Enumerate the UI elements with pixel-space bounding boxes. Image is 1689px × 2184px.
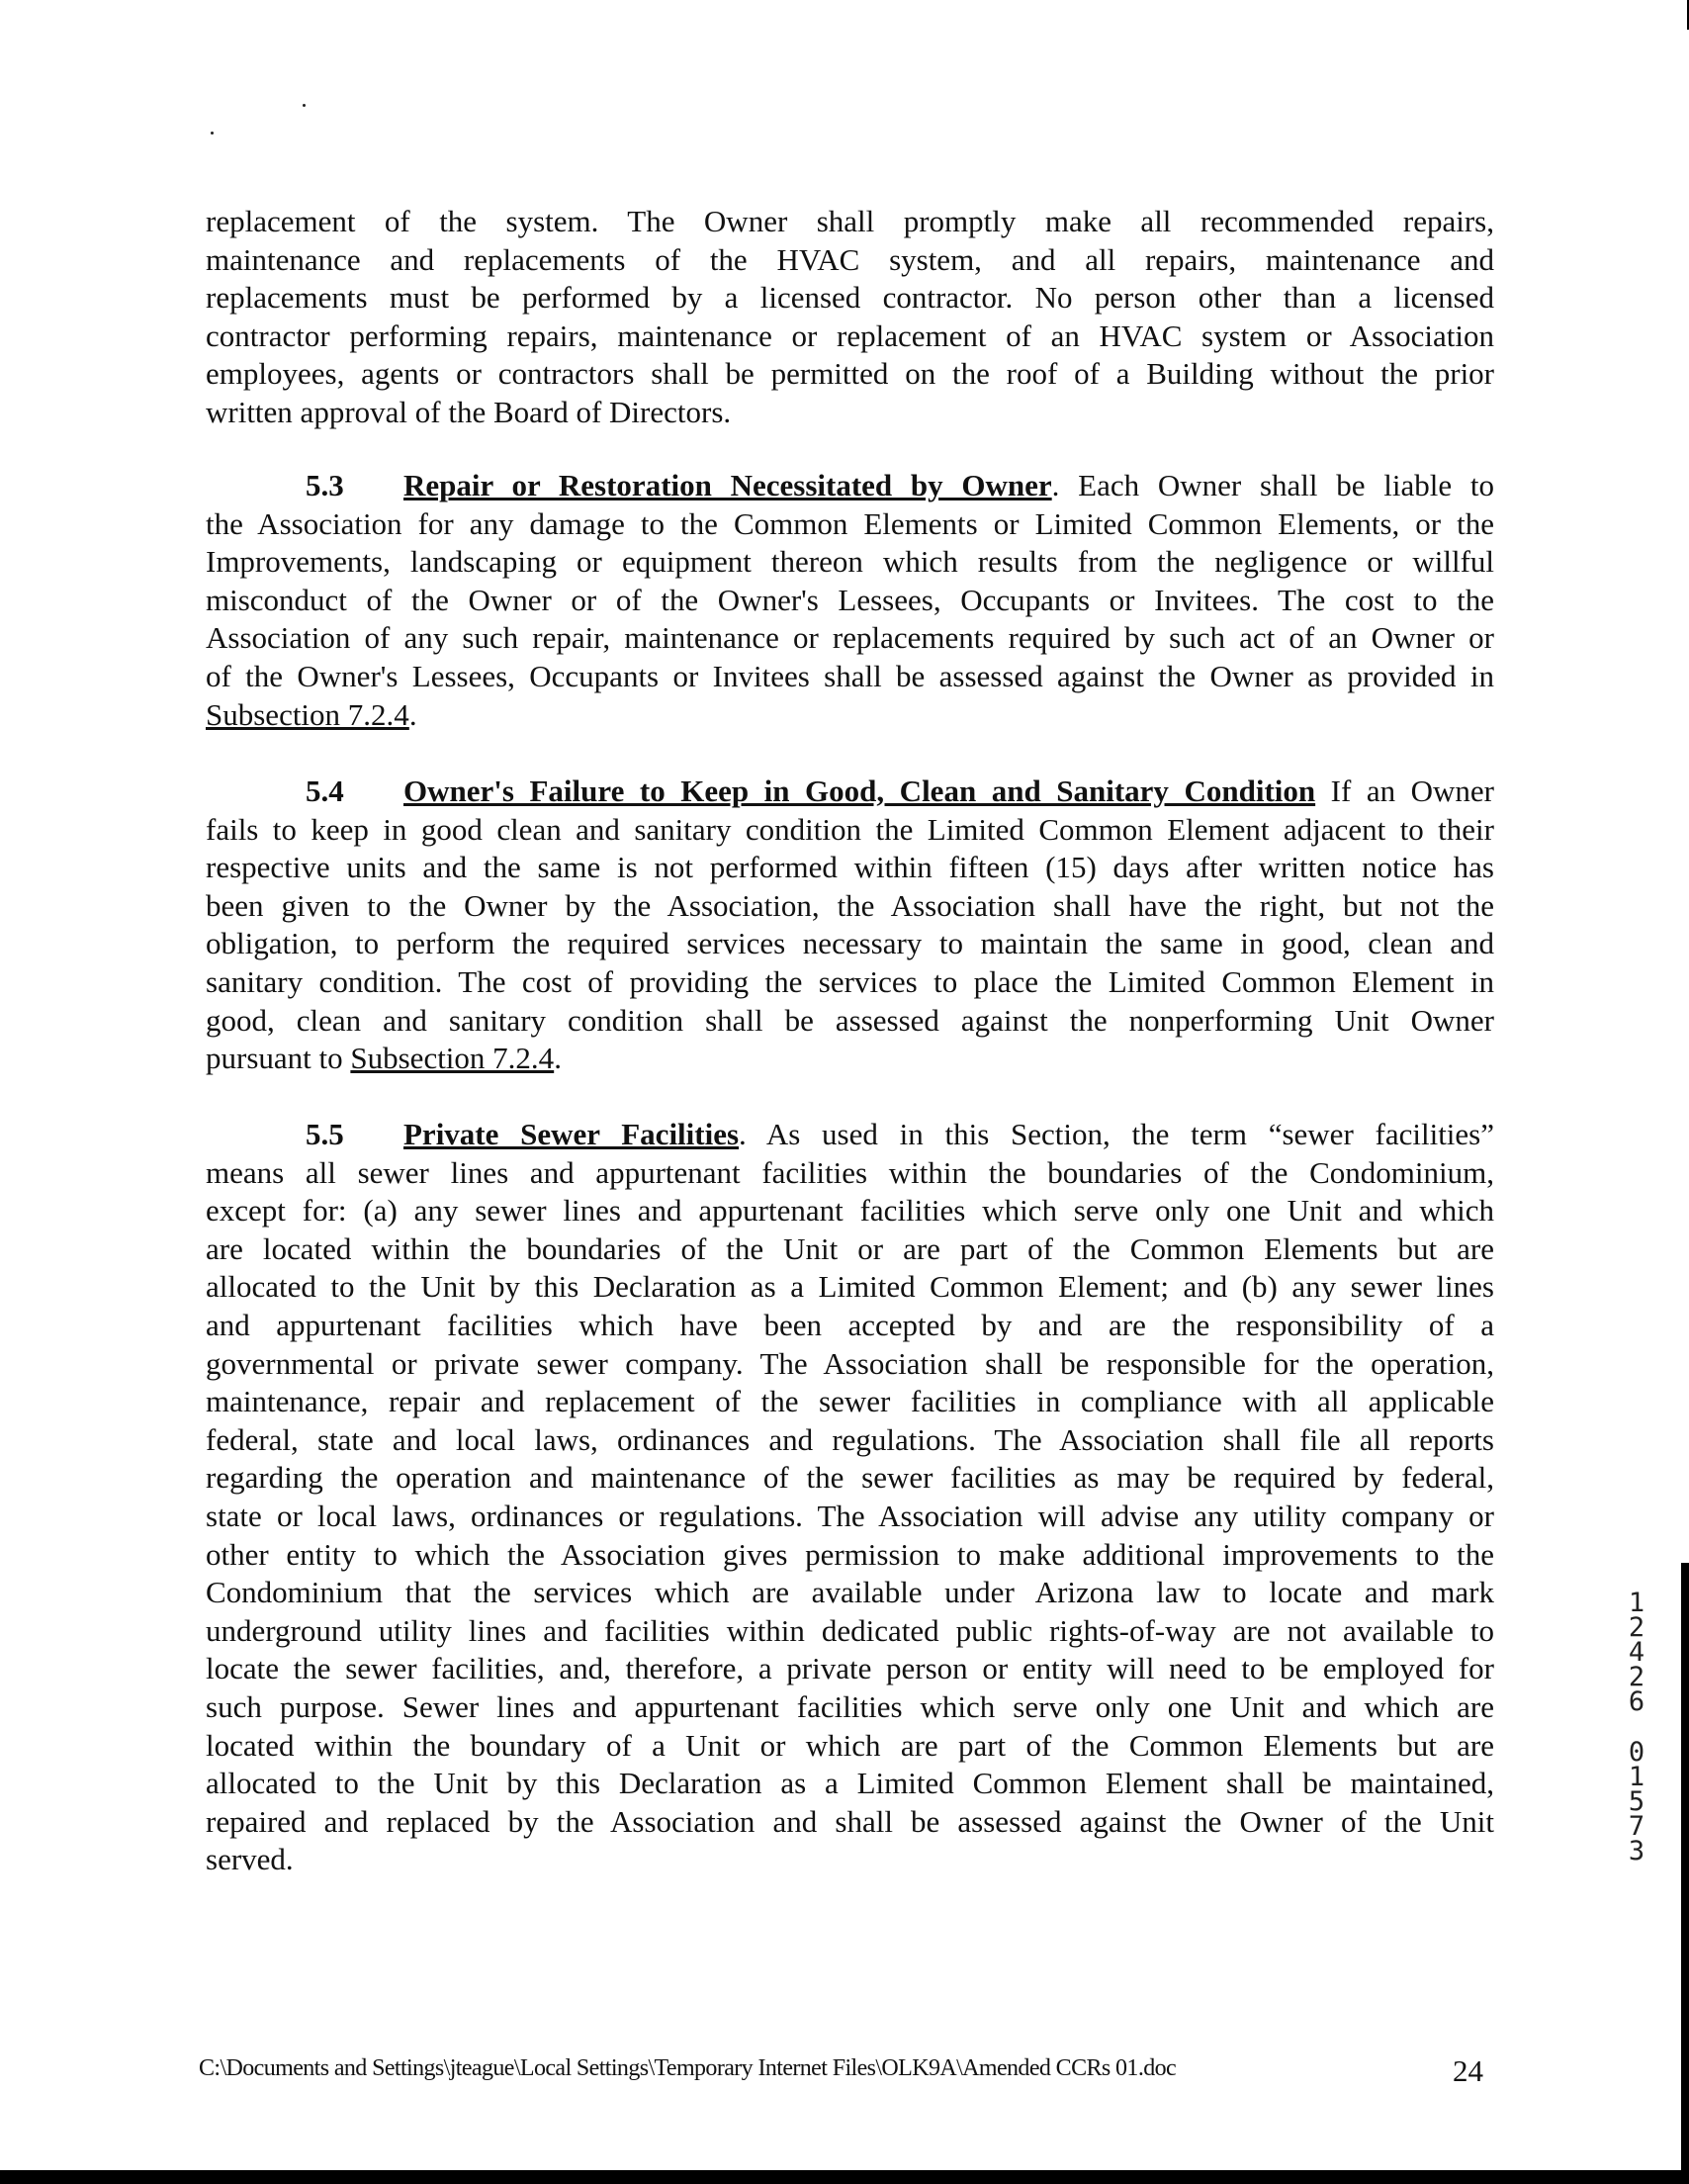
section-title: Repair or Restoration Necessitated by Owner bbox=[403, 468, 1052, 502]
section-5-5 bbox=[206, 1116, 1494, 1879]
body-text: . Each Owner shall be liable to bbox=[1051, 468, 1495, 502]
text-line bbox=[206, 696, 1494, 735]
body-text: . bbox=[408, 696, 417, 732]
text-line: are located within the boundaries of the Unit or are part of the Common Elements but are bbox=[206, 1230, 1494, 1266]
section-number: 5.3 bbox=[306, 468, 344, 502]
stamp-digit: 4 bbox=[1628, 1637, 1645, 1668]
body-text: pursuant to bbox=[206, 1041, 351, 1076]
text-line: state or local laws, ordinances or regulations. The Association will advise any utility company or bbox=[206, 1498, 1494, 1533]
recording-stamp bbox=[1622, 1588, 1651, 1866]
section-title: Owner's Failure to Keep in Good, Clean and Sanitary Condition bbox=[403, 774, 1316, 808]
text-line: underground utility lines and facilities within dedicated public rights-of-way are not available to bbox=[206, 1612, 1494, 1648]
text-line: such purpose. Sewer lines and appurtenant facilities which serve only one Unit and which are bbox=[206, 1688, 1494, 1724]
scan-speck bbox=[211, 132, 214, 135]
stamp-digit: 1 bbox=[1628, 1588, 1645, 1618]
text-line: been given to the Owner by the Association, the Association shall have the right, but not the bbox=[206, 887, 1494, 923]
scan-border-bottom bbox=[0, 2170, 1689, 2184]
text-line: Improvements, landscaping or equipment thereon which results from the negligence or willful bbox=[206, 544, 1494, 580]
text-line: maintenance and replacements of the HVAC system, and all repairs, maintenance and bbox=[206, 241, 1494, 277]
section-number: 5.5 bbox=[306, 1117, 344, 1151]
text-line: replacement of the system. The Owner shall promptly make all recommended repairs, bbox=[206, 204, 1494, 238]
text-line: Association of any such repair, maintenance or replacements required by such act of an Owner or bbox=[206, 620, 1494, 656]
section-5-3 bbox=[206, 467, 1494, 734]
stamp-digit: 2 bbox=[1628, 1662, 1645, 1692]
text-line: means all sewer lines and appurtenant facilities within the boundaries of the Condominium, bbox=[206, 1154, 1494, 1190]
stamp-digit: 1 bbox=[1628, 1762, 1645, 1792]
text-line: repaired and replaced by the Association and shall be assessed against the Owner of the Unit bbox=[206, 1803, 1494, 1839]
stamp-digit: 6 bbox=[1628, 1686, 1645, 1717]
text-line: other entity to which the Association gives permission to make additional improvements to the bbox=[206, 1536, 1494, 1572]
text-line: of the Owner's Lessees, Occupants or Invitees shall be assessed against the Owner as provided in bbox=[206, 658, 1494, 693]
text-line: Condominium that the services which are available under Arizona law to locate and mark bbox=[206, 1575, 1494, 1610]
subsection-reference: Subsection 7.2.4 bbox=[350, 1041, 555, 1076]
text-line: served. bbox=[206, 1842, 294, 1877]
section-5-4 bbox=[206, 773, 1494, 1078]
text-line: sanitary condition. The cost of providing the services to place the Limited Common Element in bbox=[206, 963, 1494, 999]
text-line: located within the boundary of a Unit or which are part of the Common Elements but are bbox=[206, 1727, 1494, 1763]
text-line: allocated to the Unit by this Declaration as a Limited Common Element; and (b) any sewer lines bbox=[206, 1269, 1494, 1305]
footer-file-path: C:\Documents and Settings\jteague\Local Settings\Temporary Internet Files\OLK9A\Amended CCRs 01.doc bbox=[199, 2055, 1177, 2081]
scan-speck bbox=[303, 104, 306, 107]
body-text: . bbox=[554, 1041, 562, 1076]
text-line: obligation, to perform the required services necessary to maintain the same in good, clean and bbox=[206, 926, 1494, 961]
text-line: federal, state and local laws, ordinances and regulations. The Association shall file all reports bbox=[206, 1421, 1494, 1457]
text-line bbox=[206, 1040, 1494, 1078]
section-heading-line bbox=[206, 467, 1494, 505]
paragraph-hvac-continuation bbox=[206, 203, 1494, 432]
text-line: allocated to the Unit by this Declaration as a Limited Common Element shall be maintained, bbox=[206, 1766, 1494, 1801]
text-line: governmental or private sewer company. The Association shall be responsible for the operation, bbox=[206, 1345, 1494, 1381]
stamp-digit: 2 bbox=[1628, 1612, 1645, 1643]
text-line: the Association for any damage to the Common Elements or Limited Common Elements, or the bbox=[206, 505, 1494, 541]
stamp-digit: 5 bbox=[1628, 1786, 1645, 1817]
text-line: contractor performing repairs, maintenance or replacement of an HVAC system or Association bbox=[206, 318, 1494, 353]
body-text: . As used in this Section, the term “sewer facilities” bbox=[739, 1117, 1495, 1151]
text-line: fails to keep in good clean and sanitary condition the Limited Common Element adjacent to their bbox=[206, 811, 1494, 847]
subsection-reference: Subsection 7.2.4 bbox=[206, 696, 409, 732]
text-line: respective units and the same is not performed within fifteen (15) days after written notice has bbox=[206, 850, 1494, 885]
text-line: employees, agents or contractors shall be permitted on the roof of a Building without the prior bbox=[206, 356, 1494, 392]
body-text: If an Owner bbox=[1315, 774, 1495, 808]
text-line: maintenance, repair and replacement of the sewer facilities in compliance with all applicable bbox=[206, 1384, 1494, 1419]
section-heading-line bbox=[206, 1116, 1494, 1154]
text-line: replacements must be performed by a licensed contractor. No person other than a licensed bbox=[206, 280, 1494, 316]
stamp-digit: 3 bbox=[1628, 1836, 1645, 1866]
text-line: good, clean and sanitary condition shall be assessed against the nonperforming Unit Owner bbox=[206, 1002, 1494, 1038]
text-line: written approval of the Board of Directors. bbox=[206, 394, 732, 429]
text-line: locate the sewer facilities, and, therefore, a private person or entity will need to be employed for bbox=[206, 1651, 1494, 1686]
text-line: misconduct of the Owner or of the Owner's Lessees, Occupants or Invitees. The cost to the bbox=[206, 582, 1494, 617]
page-number: 24 bbox=[1453, 2053, 1483, 2088]
text-line: except for: (a) any sewer lines and appurtenant facilities which serve only one Unit and which bbox=[206, 1193, 1494, 1228]
stamp-digit: 0 bbox=[1628, 1737, 1645, 1768]
text-line: and appurtenant facilities which have been accepted by and are the responsibility of a bbox=[206, 1307, 1494, 1342]
stamp-digit: 7 bbox=[1628, 1811, 1645, 1842]
section-number: 5.4 bbox=[306, 774, 344, 808]
section-heading-line bbox=[206, 773, 1494, 811]
scan-border-right bbox=[1681, 1563, 1689, 2184]
text-line: regarding the operation and maintenance of the sewer facilities as may be required by federal, bbox=[206, 1460, 1494, 1496]
section-title: Private Sewer Facilities bbox=[403, 1117, 740, 1151]
